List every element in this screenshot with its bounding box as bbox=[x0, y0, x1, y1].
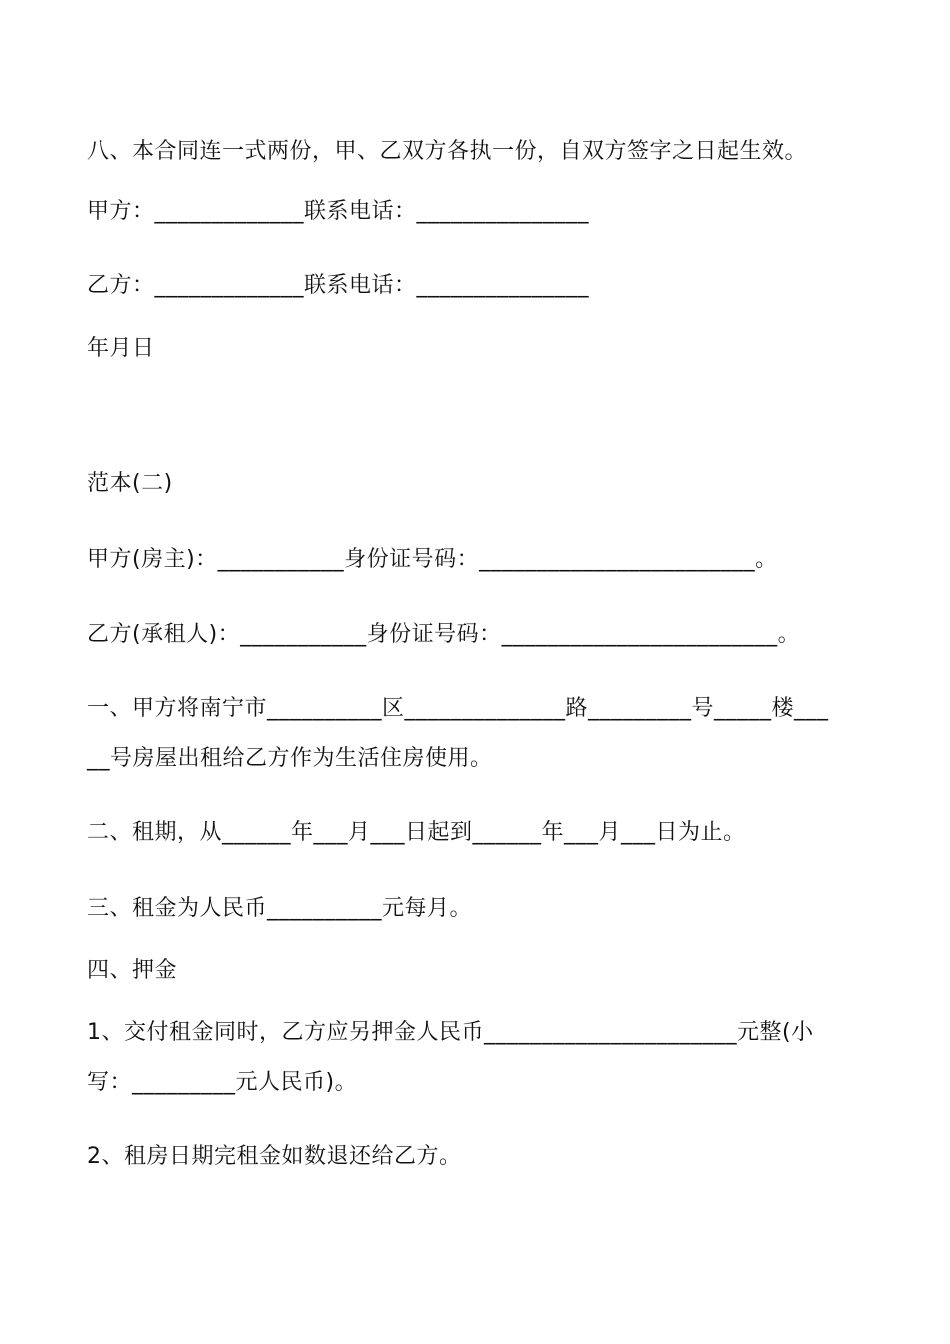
clause-eight: 八、本合同连一式两份，甲、乙双方各执一份，自双方签字之日起生效。 bbox=[87, 139, 808, 164]
landlord-line: 甲方(房主)：___________身份证号码：________________________。 bbox=[87, 547, 778, 572]
clause-two: 二、租期，从______年___月___日起到______年___月___日为止。 bbox=[87, 820, 746, 845]
deposit-item-1-line-1: 1、交付租金同时，乙方应另押金人民币______________________元整(小 bbox=[87, 1020, 814, 1045]
party-a-signature-line: 甲方：_____________联系电话：_______________ bbox=[87, 199, 590, 224]
section-heading: 范本(二) bbox=[87, 471, 173, 496]
clause-three: 三、租金为人民币__________元每月。 bbox=[87, 896, 473, 921]
date-line: 年月日 bbox=[87, 336, 155, 361]
deposit-item-2: 2、租房日期完租金如数退还给乙方。 bbox=[87, 1144, 462, 1169]
party-b-signature-line: 乙方：_____________联系电话：_______________ bbox=[87, 273, 590, 298]
deposit-item-1-line-2: 写：_________元人民币)。 bbox=[87, 1070, 358, 1095]
clause-one-line-2: __号房屋出租给乙方作为生活住房使用。 bbox=[87, 746, 493, 771]
clause-one-line-1: 一、甲方将南宁市__________区______________路_________号_____楼___ bbox=[87, 696, 829, 721]
tenant-line: 乙方(承租人)：___________身份证号码：________________________。 bbox=[87, 622, 801, 647]
clause-four-heading: 四、押金 bbox=[87, 958, 178, 983]
